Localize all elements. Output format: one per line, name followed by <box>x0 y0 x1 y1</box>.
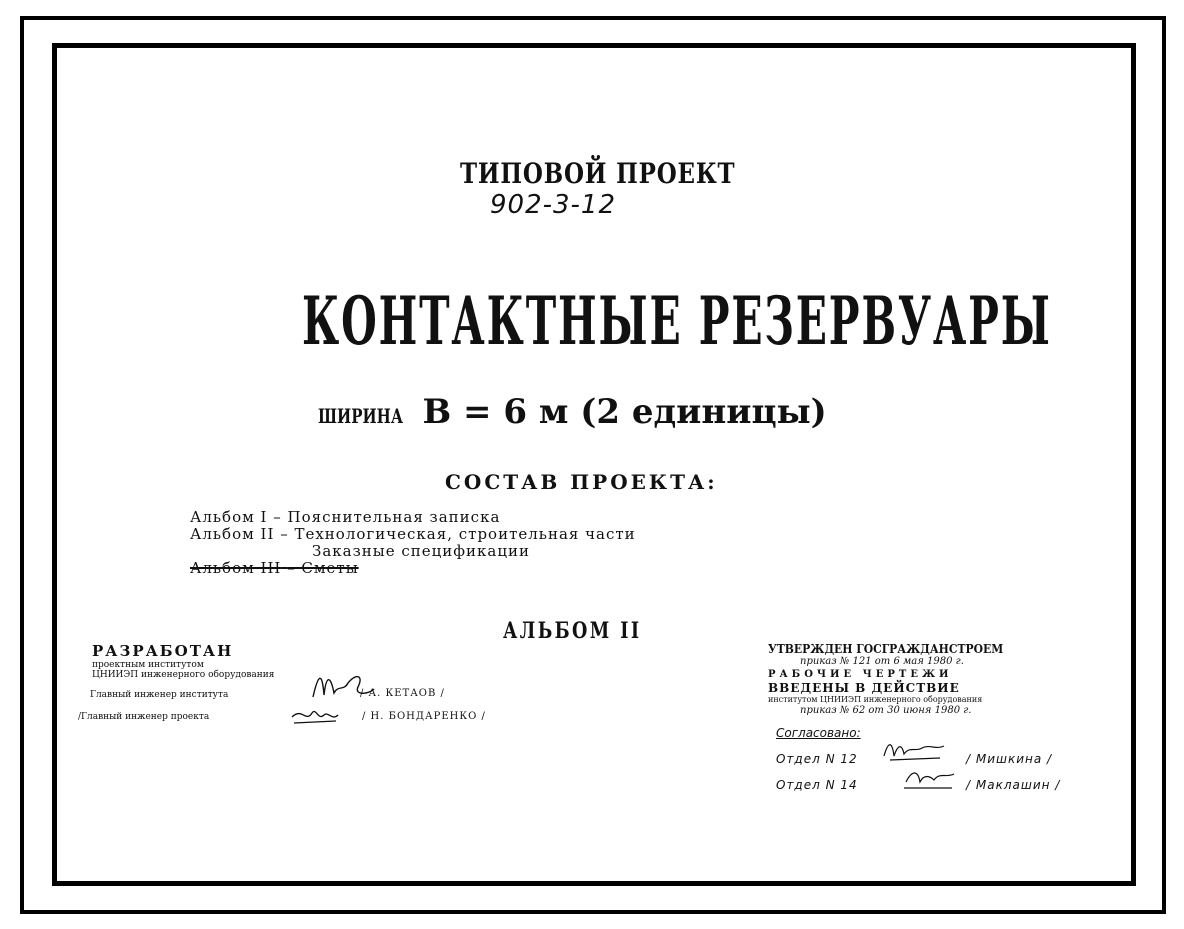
developed-line2: ЦНИИЭП инженерного оборудования <box>92 670 275 680</box>
agreed-label: Согласовано: <box>776 726 861 740</box>
approved-line4: ВВЕДЕНЫ В ДЕЙСТВИЕ <box>768 681 960 695</box>
composition-title: СОСТАВ ПРОЕКТА: <box>445 470 718 494</box>
signature-dept-14 <box>902 764 962 792</box>
album-number-label: АЛЬБОМ II <box>503 618 642 644</box>
album-text: – Сметы <box>287 559 359 577</box>
project-number: 902-3-12 <box>490 190 617 220</box>
album-list <box>190 509 636 577</box>
album-label: Альбом I <box>190 508 268 526</box>
dept-label: Отдел N 14 <box>776 778 858 792</box>
list-item <box>190 543 636 560</box>
list-item <box>190 526 636 543</box>
signature-dept-12 <box>880 736 950 764</box>
chief-project-name: / Н. БОНДАРЕНКО / <box>362 711 486 722</box>
agreed-block <box>776 726 1061 798</box>
signature-chief-institute <box>308 665 378 705</box>
chief-institute-name: / А. КЕТАОВ / <box>360 688 445 699</box>
approved-line5: институтом ЦНИИЭП инженерного оборудования <box>768 695 983 704</box>
developed-heading: РАЗРАБОТАН <box>92 642 234 660</box>
album-label: Альбом III <box>190 559 282 577</box>
approved-line2: приказ № 121 от 6 мая 1980 г. <box>800 656 964 667</box>
developed-block <box>92 642 274 680</box>
developed-line1: проектным институтом <box>92 660 204 670</box>
approved-block <box>768 642 1029 717</box>
width-label: ШИРИНА <box>318 404 404 428</box>
list-item <box>776 772 1061 798</box>
album-text: – Технологическая, строительная части <box>280 525 636 543</box>
document-title: КОНТАКТНЫЕ РЕЗЕРВУАРЫ <box>302 282 1052 360</box>
list-item <box>190 509 636 526</box>
dept-label: Отдел N 12 <box>776 752 858 766</box>
signature-chief-project <box>288 703 348 729</box>
project-type-heading: ТИПОВОЙ ПРОЕКТ <box>460 157 736 190</box>
album-text: Заказные спецификации <box>312 542 530 560</box>
album-label: Альбом II <box>190 525 275 543</box>
list-item <box>776 746 1053 772</box>
chief-institute-role: Главный инженер института <box>90 690 229 700</box>
list-item <box>190 560 636 577</box>
dept-signatory: / Маклашин / <box>966 778 1061 792</box>
dept-signatory: / Мишкина / <box>966 752 1053 766</box>
approved-line6: приказ № 62 от 30 июня 1980 г. <box>800 705 972 716</box>
width-line <box>318 392 827 432</box>
approved-line3: РАБОЧИЕ ЧЕРТЕЖИ <box>768 669 953 680</box>
chief-project-role: /Главный инженер проекта <box>78 712 210 722</box>
width-value: B = 6 м (2 единицы) <box>422 392 827 432</box>
album-text: – Пояснительная записка <box>273 508 501 526</box>
approved-line1: УТВЕРЖДЕН ГОСГРАЖДАНСТРОЕМ <box>768 642 1004 656</box>
